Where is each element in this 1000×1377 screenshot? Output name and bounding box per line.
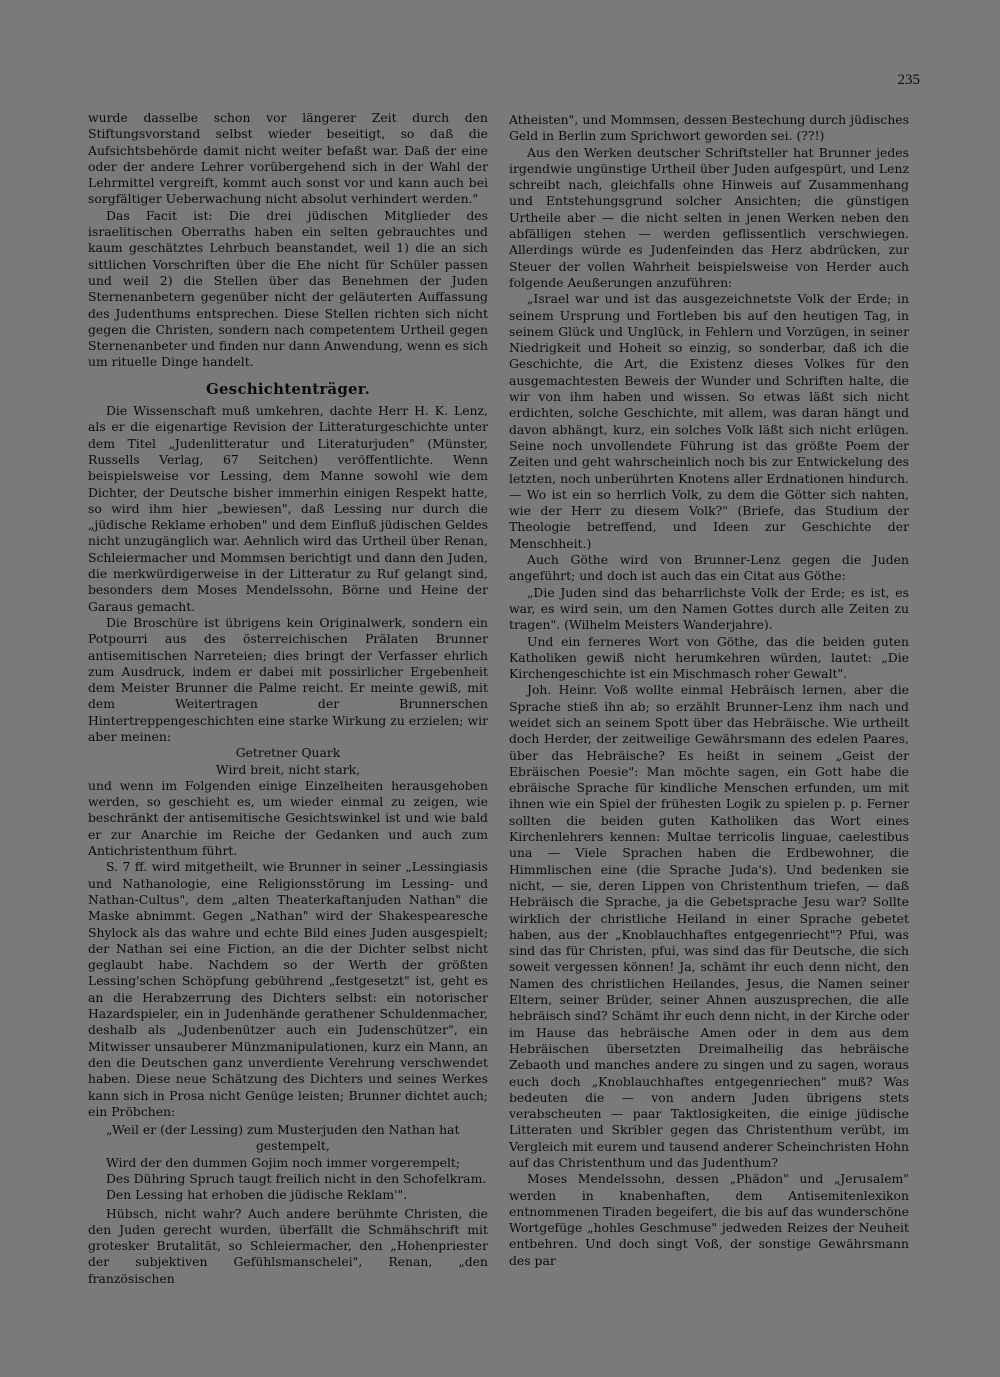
paragraph: Auch Göthe wird von Brunner-Lenz gegen die Juden angeführt; und doch ist auch das ein Citat aus Göthe: xyxy=(509,552,909,584)
paragraph: „Die Juden sind das beharrlichste Volk der Erde; es ist, es war, es wird sein, um den Namen Gottes durch alle Zeiten zu tragen". (Wilhelm Meisters Wanderjahre). xyxy=(509,584,909,633)
page-number: 235 xyxy=(897,72,920,88)
paragraph: Aus den Werken deutscher Schriftsteller hat Brunner jedes irgendwie ungünstige Urtheil über Juden aufgespürt, und Lenz schreibt nach, gleichfalls ohne Hinweis auf Zusammenhang und Entstehungsgrund solcher Ansichten; die günstigen Urtheile aber — die nicht selten in jenen Werken neben den abfälligen stehen — werden geflissentlich verschwiegen. Allerdings würde es Judenfeinden das Herz abdrücken, zur Steuer der vollen Wahrheit beispielsweise von Herder auch folgende Aeußerungen anzuführen: xyxy=(509,144,909,290)
paragraph: Atheisten", und Mommsen, dessen Bestechung durch jüdisches Geld in Berlin zum Sprichwort geworden sei. (??!) xyxy=(509,112,909,144)
verse-line: Wird breit, nicht stark, xyxy=(215,761,361,777)
paragraph: Joh. Heinr. Voß wollte einmal Hebräisch lernen, aber die Sprache stieß ihn ab; so erzählt Brunner-Lenz ihm nach und weidet sich an seinem Spott über das Hebräische. Wie urtheilt doch Herder, der zeitweilige Gewährsmann des edelen Paares, über das Hebräische? Es heißt in seinem „Geist der Ebräischen Poesie": Man möchte sagen, ein Gott habe die ebräische Sprache für kindliche Menschen erfunden, um mit ihnen wie ein Spiel der frühesten Logik zu spielen p. p. Ferner sollten die beiden guten Katholiken das Wort eines Kirchenlehrers kennen: Multae terricolis linguae, caelestibus una — Viele Sprachen haben die Erdbewohner, die Himmlischen eine (die Sprache Juda's). Und bedenken sie nicht, — sie, deren Lippen von Christenthum triefen, — daß Hebräisch die Sprache, ja die Gebetsprache Jesu war? Sollte wirklich der christliche Heiland in einer Sprache gebetet haben, aus der „Knoblauchhaftes entgegenriecht"? Pfui, was sind das für Christen, pfui, was sind das für Deutsche, die sich soweit vergessen können! Ja, schämt ihr euch denn nicht, den Namen des christlichen Heilandes, Jesus, die Namen seiner Eltern, seiner Brüder, seiner Ahnen auszusprechen, die alle hebräisch sind? Schämt ihr euch denn nicht, in der Kirche oder im Hause das hebräische Amen oder in dem aus dem Hebräischen übersetzten Dreimalheilig das hebräische Zebaoth und manches andere zu singen und zu sagen, woraus euch doch „Knoblauchhaftes entgegenriechen" muß? Was bedeuten die — von andern Juden übrigens stets verabscheuten — paar Taktlosigkeiten, die einige jüdische Litteraten und Skribler gegen das Christenthum verübt, im Vergleich mit eurem und tausend anderer Scheinchristen Hohn auf das Christenthum und das Judenthum? xyxy=(509,682,909,1170)
left-column xyxy=(88,110,488,1287)
paragraph: Hübsch, nicht wahr? Auch andere berühmte Christen, die den Juden gerecht wurden, überfällt die Schmähschrift mit grotesker Brutalität, so Schleiermacher, den „Hohenpriester der subjektiven Gefühlsmanschelei", Renan, „den französischen xyxy=(88,1205,488,1286)
verse-line: Getretner Quark xyxy=(235,745,341,761)
paragraph: Die Broschüre ist übrigens kein Originalwerk, sondern ein Potpourri aus des österreichischen Prälaten Brunner antisemitischen Narreteien; dies bringt der Verfasser ehrlich zum Ausdruck, indem er dabei mit possirlicher Ergebenheit dem Meister Brunner die Palme reicht. Er meinte gewiß, mit dem Weitertragen der Brunnerschen Hintertreppengeschichten eine starke Wirkung zu erzielen; wir aber meinen: xyxy=(88,614,488,744)
paragraph: S. 7 ff. wird mitgetheilt, wie Brunner in seiner „Lessingiasis und Nathanologie, eine Religionsstörung im Lessing- und Nathan-Cultus", dem „alten Theaterkaftanjuden Nathan" die Maske abnimmt. Gegen „Nathan" wird der Shakespearesche Shylock als das wahre und echte Bild eines Juden ausgespielt; der Nathan sei eine Fiction, an die der Dichter selbst nicht geglaubt habe. Nachdem so der Werth der größten Lessing'schen Schöpfung gebührend „festgesetzt" ist, geht es an die Herabzerrung des Dichters selbst: ein notorischer Hazardspieler, ein in Judenhände gerathener Schuldenmacher, deshalb als „Judenbenützer auch ein Judenschützer", ein Mitwisser unsauberer Münzmanipulationen, kurz ein Mann, an den die Deutschen ganz unverdiente Verehrung verschwendet haben. Diese neue Schätzung des Dichters und seines Werkes kann sich in Prosa nicht Genüge leisten; Brunner dichtet auch; ein Pröbchen: xyxy=(88,859,488,1119)
verse-line: Des Dühring Spruch taugt freilich nicht in den Schofelkram. xyxy=(106,1171,487,1186)
verse-line: „Weil er (der Lessing) zum Musterjuden den Nathan hat xyxy=(106,1122,460,1138)
paragraph: Moses Mendelssohn, dessen „Phädon" und „Jerusalem" werden in knabenhaften, dem Antisemitenlexikon entnommenen Tiraden begeifert, die bis auf das wunderschöne Wortgefüge „hohles Geschmuse" jedweden Reizes der Neuheit entbehren. Und doch singt Voß, der sonstige Gewährsmann des par xyxy=(509,1171,909,1268)
section-title: Geschichtenträger. xyxy=(206,379,370,398)
paragraph: Und ein ferneres Wort von Göthe, das die beiden guten Katholiken gewiß nicht herumkehren würden, lautet: „Die Kirchengeschichte ist ein Mischmasch roher Gewalt". xyxy=(509,633,909,682)
verse-line: Den Lessing hat erhoben die jüdische Reklam'". xyxy=(106,1187,408,1203)
paragraph: und wenn im Folgenden einige Einzelheiten herausgehoben werden, so geschieht es, um wieder einmal zu zeigen, wie beschränkt der antisemitische Gesichtswinkel ist und wie bald er zur Anarchie im Reiche der Gedanken und auch zum Antichristenthum führt. xyxy=(88,777,488,859)
verse-block xyxy=(106,1122,488,1203)
paragraph: Die Wissenschaft muß umkehren, dachte Herr H. K. Lenz, als er die eigenartige Revision der Litteraturgeschichte unter dem Titel „Judenlitteratur und Literaturjuden" (Münster, Russells Verlag, 67 Seitchen) veröffentlichte. Wenn beispielsweise vor Lessing, dem Manne sowohl wie dem Dichter, der Deutsche bisher immerhin einigen Respekt hatte, so wird ihm hier „bewiesen", daß Lessing nur durch die „jüdische Reklame erhoben" und dem Einfluß jüdischen Geldes nicht unzugänglich war. Aehnlich wird das Urtheil über Renan, Schleiermacher und Mommsen berichtigt und dann den Juden, die merkwürdigerweise in der Litteratur zu Ruf gelangt sind, besonders dem Moses Mendelssohn, Börne und Heine der Garaus gemacht. xyxy=(88,403,488,614)
verse-line: Wird der den dummen Gojim noch immer vorgerempelt; xyxy=(106,1154,461,1170)
verse-line: gestempelt, xyxy=(256,1138,330,1154)
right-column xyxy=(509,112,909,1269)
paragraph: „Israel war und ist das ausgezeichnetste Volk der Erde; in seinem Ursprung und Fortleben bis auf den heutigen Tag, in seinem Glück und Unglück, in Fehlern und Vorzügen, in seiner Niedrigkeit und Hoheit so einzig, so sonderbar, daß ich die Geschichte, die Art, die Existenz dieses Volkes für den ausgemachtesten Beweis der Wunder und Schriften halte, die wir von ihm haben und wissen. So etwas läßt sich nicht erdichten, solche Geschichte, mit allem, was daran hängt und davon abhängt, kurz, ein solches Volk läßt sich nicht erlügen. Seine noch unvollendete Führung ist das größte Poem der Zeiten und geht wahrscheinlich noch bis zur Entwickelung des letzten, noch unberührten Knotens aller Erdnationen hindurch. — Wo ist ein so herrlich Volk, zu dem die Götter sich nahten, wie der Herr zu diesem Volk?" (Briefe, das Studium der Theologie betreffend, und Ideen zur Geschichte der Menschheit.) xyxy=(509,291,909,551)
paragraph: wurde dasselbe schon vor längerer Zeit durch den Stiftungsvorstand selbst wieder beseitigt, so daß die Aufsichtsbehörde damit nicht weiter befaßt war. Daß der eine oder der andere Lehrer vorübergehend sich in der Wahl der Lehrmittel vergreift, kommt auch sonst vor und kann auch bei sorgfältiger Ueberwachung nicht absolut verhindert werden." xyxy=(88,110,488,207)
paragraph: Das Facit ist: Die drei jüdischen Mitglieder des israelitischen Oberraths haben ein selten gebrauchtes und kaum geschätztes Lehrbuch beanstandet, weil 1) die an sich sittlichen Vorschriften über die Ehe nicht für Schüler passen und weil 2) die Stellen über das Benehmen der Juden Sternenanbetern gegenüber nicht der geläuterten Auffassung des Judenthums entsprechen. Diese Stellen richten sich nicht gegen die Christen, sondern nach competentem Urtheil gegen Sternenanbeter und finden nur dann Anwendung, wenn es sich um rituelle Dinge handelt. xyxy=(88,207,488,370)
